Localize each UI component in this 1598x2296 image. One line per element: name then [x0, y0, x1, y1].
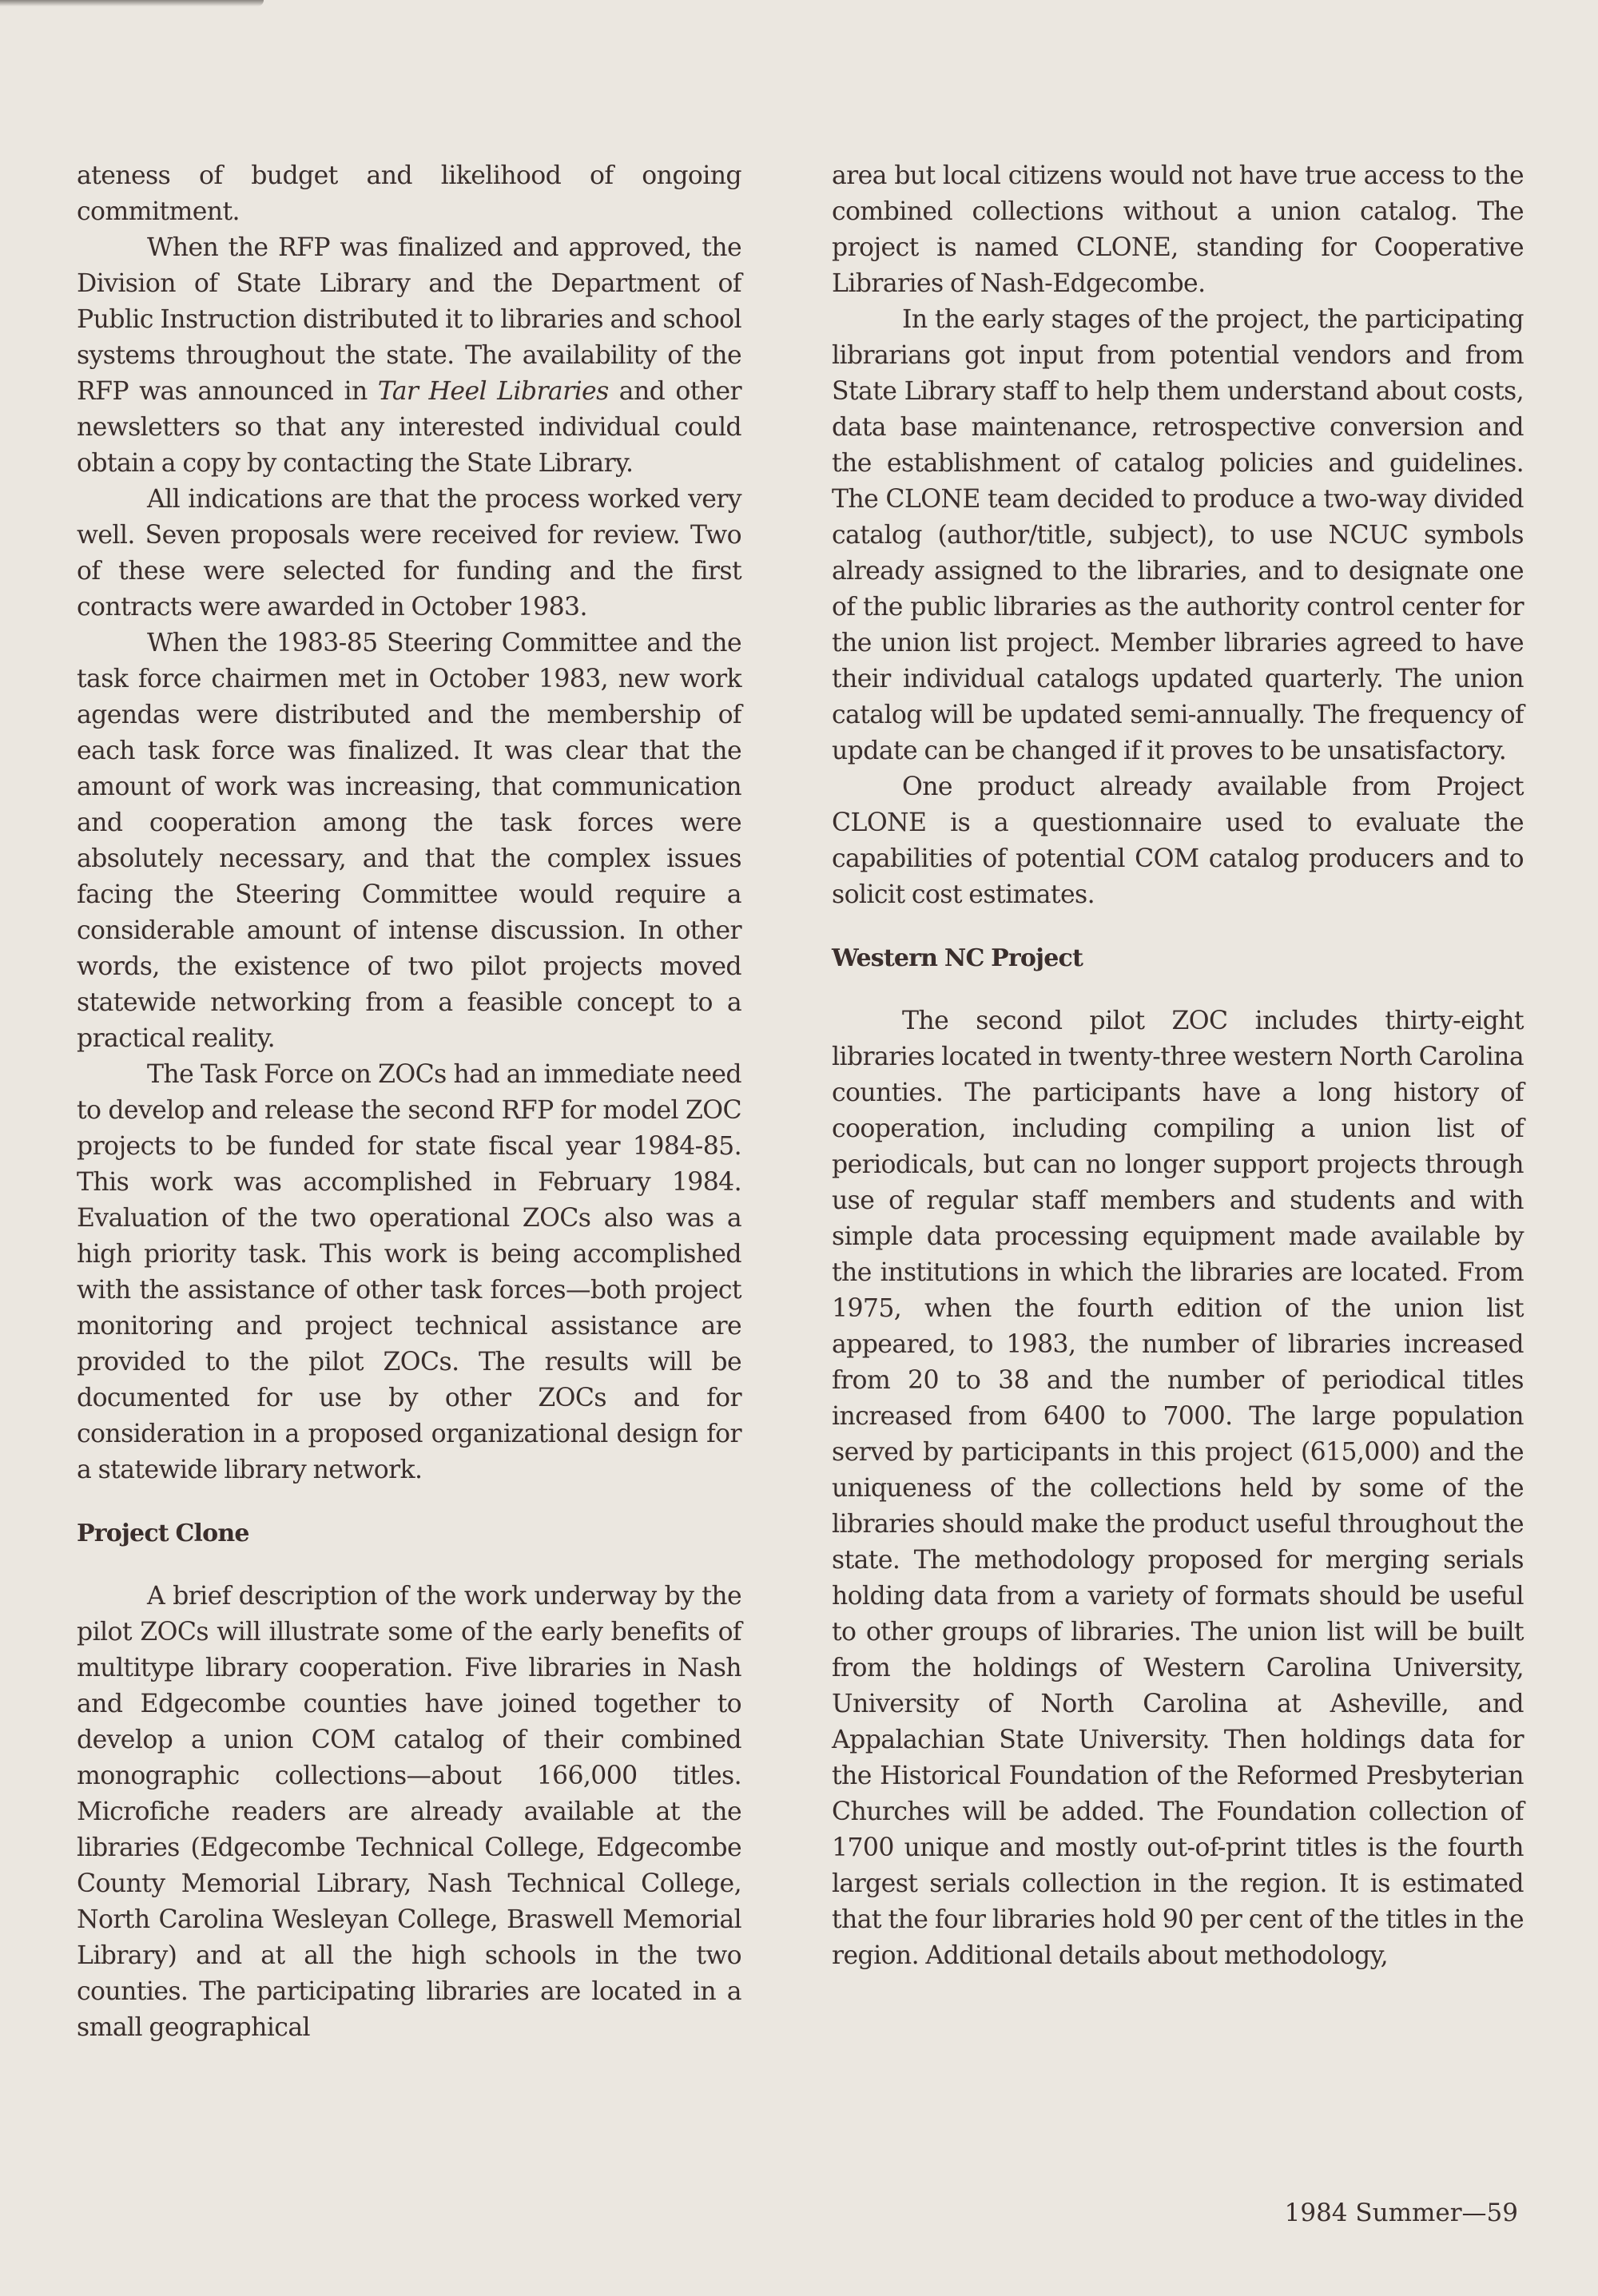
paragraph: One product already available from Project CLONE is a questionnaire used to evaluate the capabilities of potential COM catalog producers and to solicit cost estimates.	[832, 773, 1524, 909]
section-heading-project-clone: Project Clone	[77, 1519, 249, 1547]
left-column	[77, 158, 741, 2046]
paragraph: When the 1983-85 Steering Committee and the task force chairmen met in October 1983, new work agendas were distributed and the membership of each task force was finalized. It was clear that the amount of work was increasing, that communication and cooperation among the task forces were absolutely necessary, and that the complex issues facing the Steering Committee would require a considerable amount of intense discussion. In other words, the existence of two pilot projects moved statewide networking from a feasible concept to a practical reality.	[77, 629, 741, 1053]
paragraph: A brief description of the work underway by the pilot ZOCs will illustrate some of the early benefits of multitype library cooperation. Five libraries in Nash and Edgecombe counties have joined together to develop a union COM catalog of their combined monographic collections—about 166,000 titles. Microfiche readers are already available at the libraries (Edgecombe Technical College, Edgecombe County Memorial Library, Nash Technical College, North Carolina Wesleyan College, Braswell Memorial Library) and at all the high schools in the two counties. The participating libraries are located in a small geographical	[77, 1582, 741, 2042]
page-footer: 1984 Summer—59	[1284, 2199, 1518, 2227]
paragraph: All indications are that the process worked very well. Seven proposals were received for review. Two of these were selected for funding and the first contracts were awarded in October 1983.	[77, 485, 741, 622]
paragraph	[77, 230, 741, 482]
paragraph: The Task Force on ZOCs had an immediate need to develop and release the second RFP for model ZOC projects to be funded for state fiscal year 1984-85. This work was accomplished in February 1984. Evaluation of the two operational ZOCs also was a high priority task. This work is being accomplished with the assistance of other task forces—both project monitoring and project technical assistance are provided to the pilot ZOCs. The results will be documented for use by other ZOCs and for consideration in a proposed organizational design for a statewide library network.	[77, 1060, 741, 1484]
page-edge-shadow	[0, 0, 264, 6]
paragraph-text: and other newsletters so that any interested individual could obtain a copy by contacting the State Library.	[77, 377, 741, 478]
paragraph: The second pilot ZOC includes thirty-eight libraries located in twenty-three western North Carolina counties. The participants have a long history of cooperation, including compiling a union list of periodicals, but can no longer support projects through use of regular staff members and students and with simple data processing equipment made available by the institutions in which the libraries are located. From 1975, when the fourth edition of the union list appeared, to 1983, the number of libraries increased from 20 to 38 and the number of periodical titles increased from 6400 to 7000. The large population served by participants in this project (615,000) and the uniqueness of the collections held by some of the libraries should make the product useful throughout the state. The methodology proposed for merging serials holding data from a variety of formats should be useful to other groups of libraries. The union list will be built from the holdings of Western Carolina University, University of North Carolina at Asheville, and Appalachian State University. Then holdings data for the Historical Foundation of the Reformed Presbyterian Churches will be added. The Foundation collection of 1700 unique and mostly out-of-print titles is the fourth largest serials collection in the region. It is estimated that the four libraries hold 90 per cent of the titles in the region. Additional details about methodology,	[832, 1007, 1524, 1970]
paragraph: ateness of budget and likelihood of ongoing commitment.	[77, 161, 741, 226]
paragraph: area but local citizens would not have true access to the combined collections without a union catalog. The project is named CLONE, standing for Cooperative Libraries of Nash-Edgecombe.	[832, 161, 1524, 298]
section-heading-western-nc-project: Western NC Project	[832, 944, 1083, 972]
paragraph: In the early stages of the project, the participating librarians got input from potential vendors and from State Library staff to help them understand about costs, data base maintenance, retrospective conversion and the establishment of catalog policies and guidelines. The CLONE team decided to produce a two-way divided catalog (author/title, subject), to use NCUC symbols already assigned to the libraries, and to designate one of the public libraries as the authority control center for the union list project. Member libraries agreed to have their individual catalogs updated quarterly. The union catalog will be updated semi-annually. The frequency of update can be changed if it proves to be unsatisfactory.	[832, 305, 1524, 765]
paragraph-text: When the RFP was finalized and approved, the Division of State Library and the Department of Public Instruction distributed it to libraries and school systems throughout the state. The availability of the RFP was announced in	[77, 233, 741, 406]
right-column	[832, 158, 1524, 1974]
publication-title: Tar Heel Libraries	[377, 377, 609, 406]
